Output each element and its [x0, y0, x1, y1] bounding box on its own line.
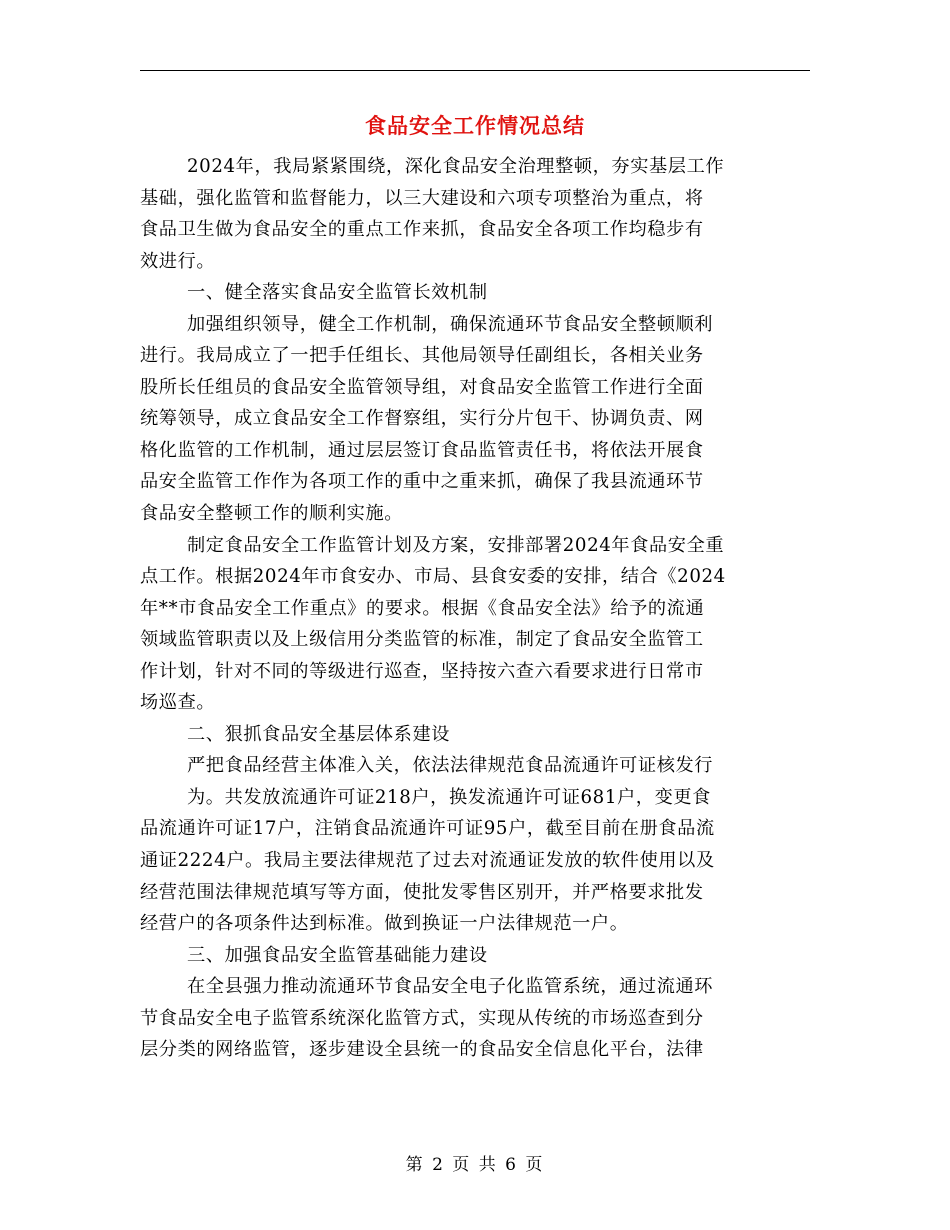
body-line: 效进行。 — [140, 250, 216, 272]
body-line: 食品安全整顿工作的顺利实施。 — [140, 503, 404, 525]
body-line: 进行。我局成立了一把手任组长、其他局领导任副组长，各相关业务 — [140, 345, 704, 367]
body-line: 统筹领导，成立食品安全工作督察组，实行分片包干、协调负责、网 — [140, 408, 704, 430]
header-rule — [140, 70, 810, 71]
body-line: 制定食品安全工作监管计划及方案，安排部署2024年食品安全重 — [187, 534, 725, 556]
body-line: 品流通许可证17户，注销食品流通许可证95户，截至目前在册食品流 — [140, 818, 715, 840]
body-line: 通证2224户。我局主要法律规范了过去对流通证发放的软件使用以及 — [140, 850, 715, 872]
body-line: 基础，强化监管和监督能力，以三大建设和六项专项整治为重点，将 — [140, 187, 704, 209]
body-line: 层分类的网络监管，逐步建设全县统一的食品安全信息化平台，法律 — [140, 1039, 704, 1061]
body-line: 二、狠抓食品安全基层体系建设 — [187, 723, 451, 745]
body-line: 股所长任组员的食品安全监管领导组，对食品安全监管工作进行全面 — [140, 376, 704, 398]
body-line: 一、健全落实食品安全监管长效机制 — [187, 282, 488, 304]
document-title: 食品安全工作情况总结 — [365, 114, 585, 138]
body-line: 节食品安全电子监管系统深化监管方式，实现从传统的市场巡查到分 — [140, 1007, 704, 1029]
body-line: 三、加强食品安全监管基础能力建设 — [187, 944, 488, 966]
body-line: 经营户的各项条件达到标准。做到换证一户法律规范一户。 — [140, 913, 629, 935]
body-line: 点工作。根据2024年市食安办、市局、县食安委的安排，结合《2024 — [140, 566, 726, 588]
body-line: 格化监管的工作机制，通过层层签订食品监管责任书，将依法开展食 — [140, 439, 704, 461]
body-line: 作计划，针对不同的等级进行巡查，坚持按六查六看要求进行日常市 — [140, 660, 704, 682]
body-line: 加强组织领导，健全工作机制，确保流通环节食品安全整顿顺利 — [187, 313, 714, 335]
body-line: 2024年，我局紧紧围绕，深化食品安全治理整顿，夯实基层工作 — [187, 156, 725, 177]
body-line: 严把食品经营主体准入关，依法法律规范食品流通许可证核发行 — [187, 755, 714, 777]
page-footer: 第 2 页 共 6 页 — [405, 1155, 545, 1175]
body-line: 年**市食品安全工作重点》的要求。根据《食品安全法》给予的流通 — [140, 597, 705, 619]
document-body — [140, 151, 812, 1066]
body-line: 食品卫生做为食品安全的重点工作来抓，食品安全各项工作均稳步有 — [140, 219, 704, 241]
body-line: 品安全监管工作作为各项工作的重中之重来抓，确保了我县流通环节 — [140, 471, 704, 493]
body-line: 为。共发放流通许可证218户，换发流通许可证681户，变更食 — [187, 786, 711, 808]
body-line: 经营范围法律规范填写等方面，使批发零售区别开，并严格要求批发 — [140, 881, 704, 903]
body-line: 领域监管职责以及上级信用分类监管的标准，制定了食品安全监管工 — [140, 629, 704, 651]
body-line: 场巡查。 — [140, 692, 216, 714]
body-line: 在全县强力推动流通环节食品安全电子化监管系统，通过流通环 — [187, 976, 714, 998]
